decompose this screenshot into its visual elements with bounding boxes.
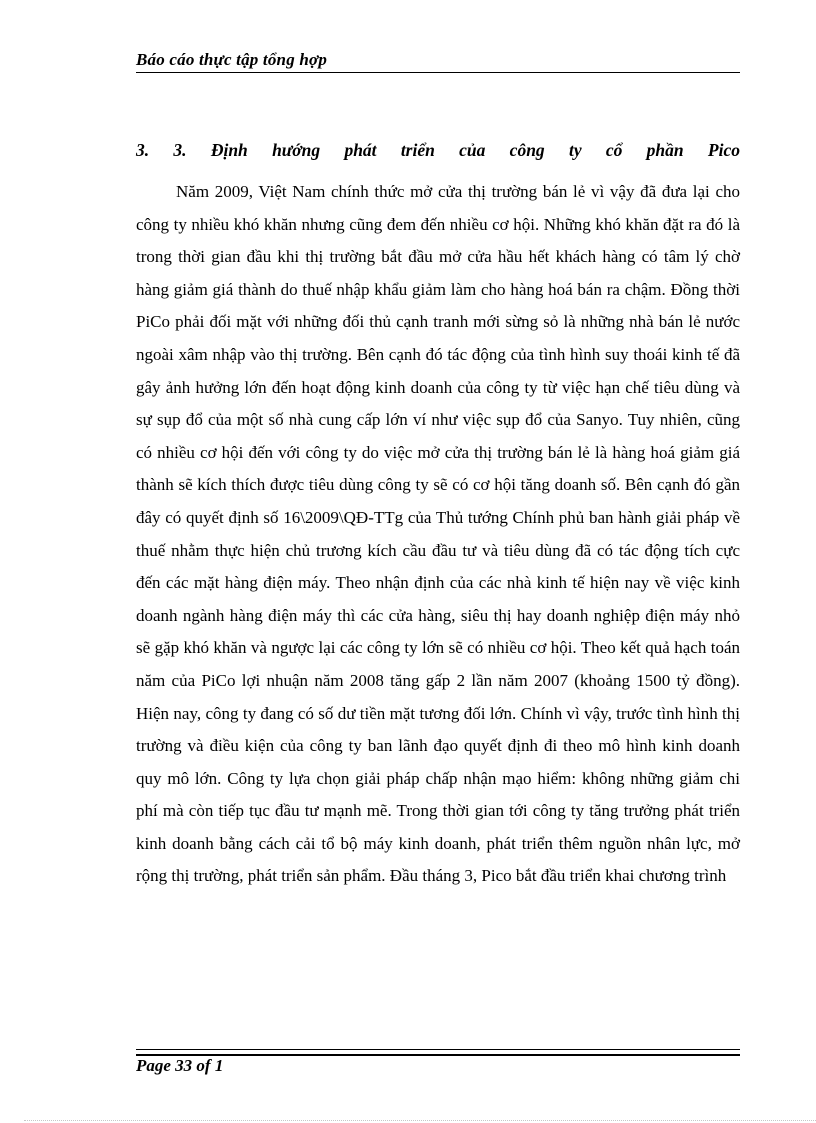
body-paragraph: Năm 2009, Việt Nam chính thức mở cửa thị trường bán lẻ vì vậy đã đưa lại cho công ty nhiều khó khăn nhưng cũng đem đến nhiều cơ hội. Những khó khăn đặt ra đó là trong thời gian đầu khi thị trường bắt đầu mở cửa hầu hết khách hàng có tâm lý chờ hàng giảm giá thành do thuế nhập khẩu giảm làm cho hàng hoá bán ra chậm. Đồng thời PiCo phải đối mặt với những đối thủ cạnh tranh mới sừng sỏ là những nhà bán lẻ nước ngoài xâm nhập vào thị trường. Bên cạnh đó tác động của tình hình suy thoái kinh tế đã gây ảnh hưởng lớn đến hoạt động kinh doanh của công ty từ việc hạn chế tiêu dùng và sự sụp đổ của một số nhà cung cấp lớn ví như việc sụp đổ của Sanyo. Tuy nhiên, cũng có nhiều cơ hội đến với công ty do việc mở cửa thị trường bán lẻ là hàng hoá giảm giá thành sẽ kích thích được tiêu dùng công ty sẽ có cơ hội tăng doanh số. Bên cạnh đó gần đây có quyết định số 16\2009\QĐ-TTg của Thủ tướng Chính phủ ban hành giải pháp về thuế nhằm thực hiện chủ trương kích cầu đầu tư và tiêu dùng đã có tác động tích cực đến các mặt hàng điện máy. Theo nhận định của các nhà kinh tế hiện nay về việc kinh doanh ngành hàng điện máy thì các cửa hàng, siêu thị hay doanh nghiệp điện máy nhỏ sẽ gặp khó khăn và ngược lại các công ty lớn sẽ có nhiều cơ hội. Theo kết quả hạch toán năm của PiCo lợi nhuận năm 2008 tăng gấp 2 lần năm 2007 (khoảng 1500 tỷ đồng). Hiện nay, công ty đang có số dư tiền mặt tương đối lớn. Chính vì vậy, trước tình hình thị trường và điều kiện của công ty ban lãnh đạo quyết định đi theo mô hình kinh doanh quy mô lớn. Công ty lựa chọn giải pháp chấp nhận mạo hiểm: không những giảm chi phí mà còn tiếp tục đầu tư mạnh mẽ. Trong thời gian tới công ty tăng trưởng phát triển kinh doanh bằng cách cải tổ bộ máy kinh doanh, phát triển thêm nguồn nhân lực, mở rộng thị trường, phát triển sản phẩm. Đầu tháng 3, Pico bắt đầu triển khai chương trình bbox=[136, 182, 740, 886]
header-title: Báo cáo thực tập tổng hợp bbox=[136, 50, 328, 69]
footer-rule bbox=[136, 1049, 740, 1056]
section-heading: 3. 3. Định hướng phát triển của công ty cổ phần Pico bbox=[136, 140, 740, 160]
page-number: Page 33 of 1 bbox=[136, 1056, 224, 1075]
page-header bbox=[136, 48, 740, 73]
page-edge-divider bbox=[24, 1120, 816, 1121]
